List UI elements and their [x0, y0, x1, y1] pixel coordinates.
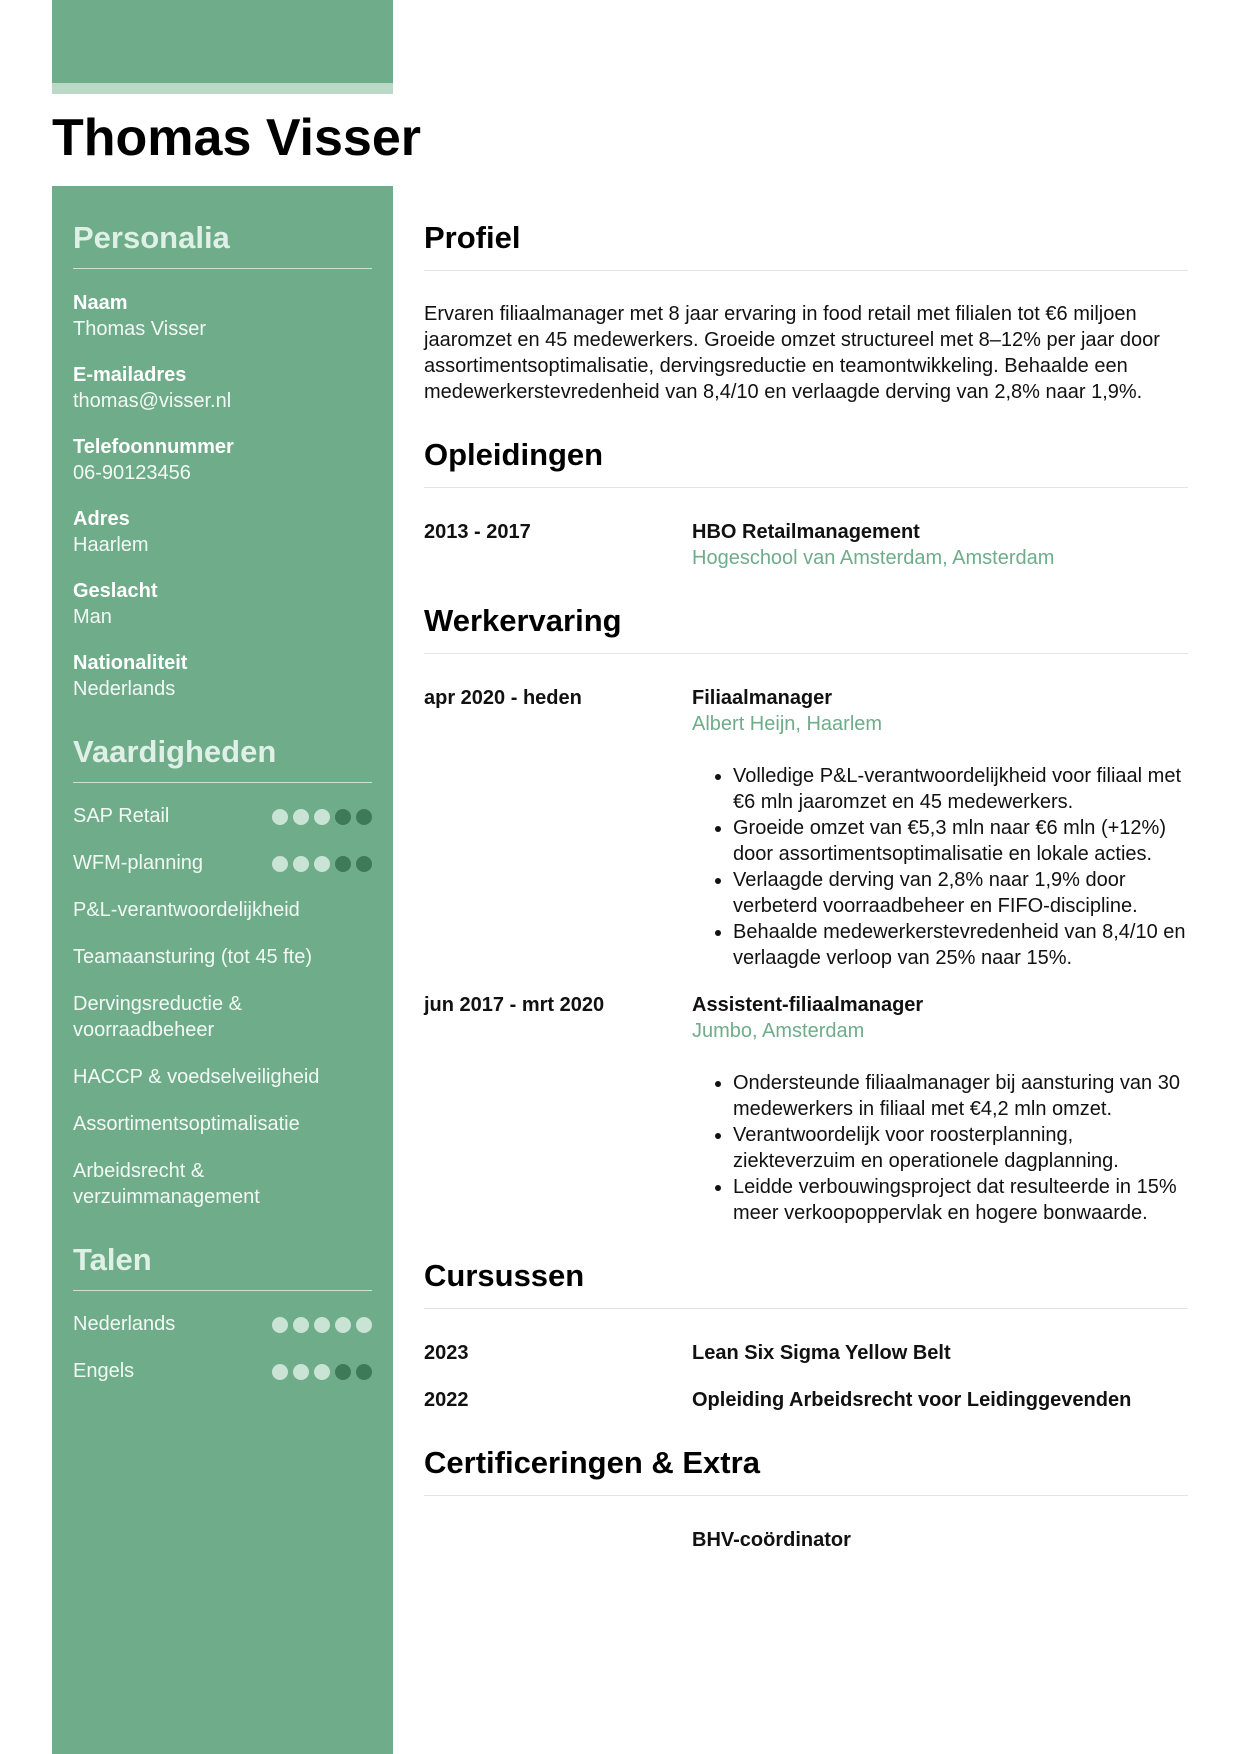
personalia-value: Thomas Visser [73, 318, 207, 340]
personalia-value: Haarlem [73, 534, 149, 556]
rating-dot-icon [272, 1364, 288, 1380]
rating-dot-icon [314, 1364, 330, 1380]
experience-list [424, 685, 1188, 1226]
education-heading: Opleidingen [424, 437, 1188, 488]
entry-subtitle: Albert Heijn, Haarlem [692, 713, 883, 735]
personalia-heading: Personalia [73, 220, 372, 269]
languages-list [73, 1311, 372, 1384]
entry-subtitle: Hogeschool van Amsterdam, Amsterdam [692, 547, 1055, 569]
entry-date [424, 1527, 692, 1553]
education-list [424, 519, 1188, 571]
rating-dot-icon [335, 809, 351, 825]
sidebar-content [73, 186, 372, 1405]
skill-name: P&L-verantwoordelijkheid [73, 899, 300, 921]
skill-item [73, 944, 372, 970]
entry-body [692, 1387, 1188, 1413]
bullet-item: • Verantwoordelijk voor roosterplanning, ziekteverzuim en operationele dagplanning. [733, 1122, 1188, 1174]
personalia-item [73, 578, 372, 630]
entry-title: HBO Retailmanagement [692, 521, 920, 543]
cert-entry [424, 1527, 1188, 1553]
experience-entry [424, 992, 1188, 1226]
personalia-label: Naam [73, 292, 128, 314]
skill-name: Teamaansturing (tot 45 fte) [73, 946, 313, 968]
skill-item [73, 991, 372, 1043]
header-accent-strip [52, 83, 393, 94]
education-entry [424, 519, 1188, 571]
entry-title: Lean Six Sigma Yellow Belt [692, 1342, 951, 1364]
personalia-item [73, 650, 372, 702]
entry-title: Opleiding Arbeidsrecht voor Leidinggevenden [692, 1389, 1132, 1411]
languages-heading: Talen [73, 1242, 372, 1291]
entry-date: 2023 [424, 1342, 469, 1364]
rating-dot-icon [335, 1317, 351, 1333]
entry-body [692, 1527, 1188, 1553]
personalia-label: Adres [73, 508, 130, 530]
entry-bullets [692, 1070, 1188, 1226]
entry-title: Filiaalmanager [692, 687, 833, 709]
skill-name: Dervingsreductie & voorraadbeheer [73, 993, 242, 1041]
rating-dot-icon [335, 1364, 351, 1380]
entry-title: Assistent-filiaalmanager [692, 994, 924, 1016]
skill-name: SAP Retail [73, 805, 170, 827]
skill-item [73, 1064, 372, 1090]
rating-dots [272, 1311, 372, 1333]
bullet-item: • Verlaagde derving van 2,8% naar 1,9% door verbeterd voorraadbeheer en FIFO-discipline. [733, 867, 1188, 919]
personalia-item [73, 362, 372, 414]
bullet-item: • Leidde verbouwingsproject dat resulteerde in 15% meer verkoopoppervlak en hogere bonwaarde. [733, 1174, 1188, 1226]
courses-heading: Cursussen [424, 1258, 1188, 1309]
certs-heading: Certificeringen & Extra [424, 1445, 1188, 1496]
rating-dots [272, 850, 372, 872]
rating-dot-icon [335, 856, 351, 872]
skill-name: HACCP & voedselveiligheid [73, 1066, 320, 1088]
skill-item [73, 897, 372, 923]
personalia-item [73, 506, 372, 558]
rating-dot-icon [314, 856, 330, 872]
rating-dot-icon [293, 1364, 309, 1380]
skill-name: Assortimentsoptimalisatie [73, 1113, 300, 1135]
rating-dot-icon [272, 856, 288, 872]
skill-item [73, 1158, 372, 1210]
candidate-name: Thomas Visser [52, 109, 422, 167]
skill-item [73, 850, 372, 876]
rating-dot-icon [356, 1364, 372, 1380]
rating-dot-icon [356, 856, 372, 872]
personalia-label: E-mailadres [73, 364, 187, 386]
entry-date: apr 2020 - heden [424, 687, 582, 709]
entry-bullets [692, 763, 1188, 971]
experience-heading: Werkervaring [424, 603, 1188, 654]
rating-dot-icon [314, 1317, 330, 1333]
rating-dot-icon [293, 809, 309, 825]
entry-date: 2013 - 2017 [424, 521, 531, 543]
rating-dots [272, 1358, 372, 1380]
personalia-list [73, 290, 372, 702]
course-entry [424, 1340, 1188, 1366]
bullet-item: • Groeide omzet van €5,3 mln naar €6 mln (+12%) door assortimentsoptimalisatie en lokale acties. [733, 815, 1188, 867]
personalia-value: Man [73, 606, 112, 628]
rating-dot-icon [272, 809, 288, 825]
bullet-item: • Behaalde medewerkerstevredenheid van 8,4/10 en verlaagde verloop van 25% naar 15%. [733, 919, 1188, 971]
skill-name: Arbeidsrecht & verzuimmanagement [73, 1160, 260, 1208]
skill-item [73, 803, 372, 829]
entry-body [692, 1340, 1188, 1366]
rating-dot-icon [314, 809, 330, 825]
experience-entry [424, 685, 1188, 971]
bullet-item: • Volledige P&L-verantwoordelijkheid voor filiaal met €6 mln jaaromzet en 45 medewerkers. [733, 763, 1188, 815]
sidebar [52, 186, 393, 1754]
rating-dots [272, 803, 372, 825]
language-name: Nederlands [73, 1313, 176, 1335]
entry-body [692, 685, 1188, 971]
rating-dot-icon [272, 1317, 288, 1333]
entry-body [692, 519, 1188, 571]
rating-dot-icon [356, 1317, 372, 1333]
rating-dot-icon [356, 809, 372, 825]
personalia-label: Telefoonnummer [73, 436, 234, 458]
language-name: Engels [73, 1360, 135, 1382]
personalia-value: thomas@visser.nl [73, 390, 232, 412]
entry-body [692, 992, 1188, 1226]
language-item [73, 1311, 372, 1337]
skill-name: WFM-planning [73, 852, 204, 874]
profile-text: Ervaren filiaalmanager met 8 jaar ervaring in food retail met filialen tot €6 miljoen jaaromzet en 45 medewerkers. Groeide omzet structureel met 8–12% per jaar door assortimentsoptimalisatie, dervingsreductie en teamontwikkeling. Behaalde een medewerkerstevredenheid van 8,4/10 en verlaagde derving van 2,8% naar 1,9%. [424, 303, 1160, 403]
rating-dot-icon [293, 1317, 309, 1333]
personalia-value: 06-90123456 [73, 462, 191, 484]
personalia-item [73, 290, 372, 342]
bullet-item: • Ondersteunde filiaalmanager bij aansturing van 30 medewerkers in filiaal met €4,2 mln omzet. [733, 1070, 1188, 1122]
rating-dot-icon [293, 856, 309, 872]
entry-date: jun 2017 - mrt 2020 [424, 994, 605, 1016]
skill-item [73, 1111, 372, 1137]
certs-list [424, 1527, 1188, 1553]
personalia-value: Nederlands [73, 678, 176, 700]
main-content [424, 186, 1188, 1574]
header-color-block [52, 0, 393, 83]
course-entry [424, 1387, 1188, 1413]
entry-title: BHV-coördinator [692, 1529, 851, 1551]
personalia-label: Geslacht [73, 580, 158, 602]
profile-heading: Profiel [424, 220, 1188, 271]
language-item [73, 1358, 372, 1384]
entry-date: 2022 [424, 1389, 469, 1411]
skills-list [73, 803, 372, 1210]
skills-heading: Vaardigheden [73, 734, 372, 783]
courses-list [424, 1340, 1188, 1413]
entry-subtitle: Jumbo, Amsterdam [692, 1020, 865, 1042]
personalia-item [73, 434, 372, 486]
personalia-label: Nationaliteit [73, 652, 188, 674]
